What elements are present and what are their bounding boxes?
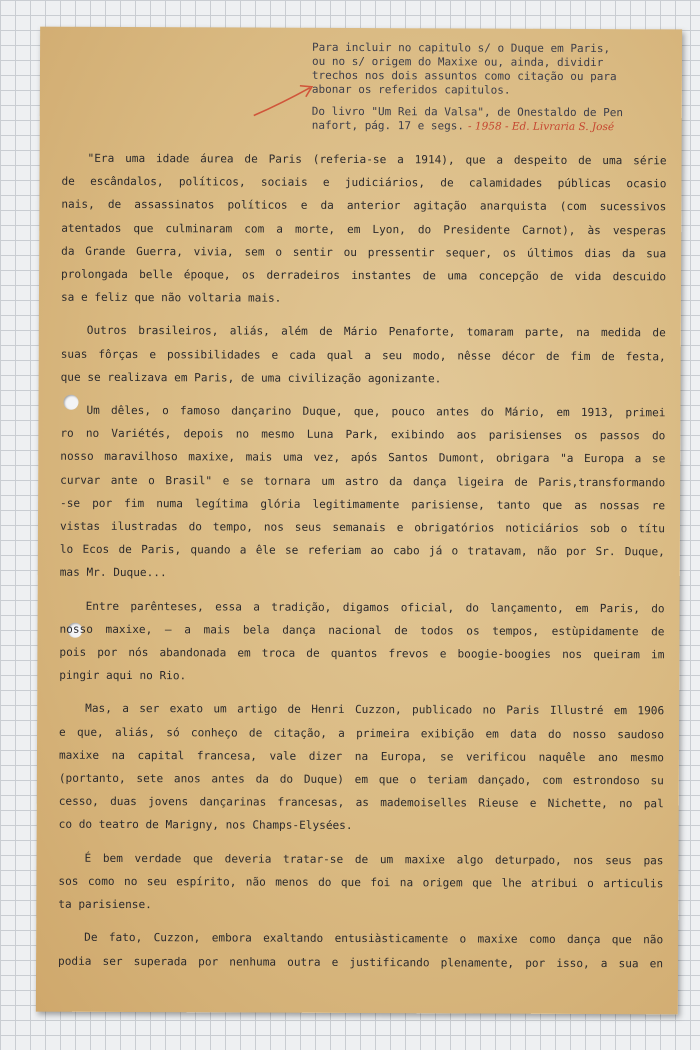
text-line: (portanto, sete anos antes da do Duque) em que o teriam dançado, com estrondoso su bbox=[58, 771, 664, 788]
text-line: que se realizava em Paris, de uma civilização agonizante. bbox=[60, 370, 442, 386]
text-line: suas fôrças e possibilidades e cada qual a seu modo, nêsse décor de fim de festa, bbox=[60, 347, 666, 363]
text-line: pois por nós abandonada em troca de quantos frevos e boogie-boogies nos queiram im bbox=[59, 645, 665, 662]
text-line: sa e feliz que não voltaria mais. bbox=[60, 290, 282, 305]
handwritten-publisher-note: - 1958 - Ed. Livraria S. José bbox=[468, 120, 615, 134]
text-line: vistas ilustradas do tempo, nos seus semanais e obrigatórios noticiários sob o títu bbox=[59, 519, 665, 536]
typed-header-note bbox=[312, 41, 677, 135]
note-line: ou no s/ origem do Maxixe ou, ainda, dividir bbox=[311, 54, 604, 70]
text-line: ro no Variétés, depois no mesmo Luna Park, exibindo aos parisienses os passos do bbox=[60, 426, 666, 443]
text-line: ta parisiense. bbox=[58, 897, 152, 912]
text-line: -se por fim numa legítima glória legitimamente parisiense, tanto que as nossas re bbox=[60, 496, 666, 513]
text-line: lo Ecos de Paris, quando a êle se referiam ao cabo já o tratavam, não por Sr. Duque, bbox=[59, 542, 665, 559]
text-line: nosso maravilhoso maxixe, mais uma vez, após Santos Dumont, obrigara "a Europa a se bbox=[60, 450, 666, 466]
document-page bbox=[36, 27, 682, 1015]
text-line: pingir aqui no Rio. bbox=[59, 668, 187, 683]
text-line: e que, aliás, só conheço de citação, a primeira exibição em data do nosso saudoso bbox=[59, 725, 665, 742]
text-line: nais, de assassinatos políticos e da anterior agitação anarquista (com sucessivos bbox=[61, 198, 667, 214]
text-line: de escândalos, políticos, sociais e judiciários, de calamidades públicas ocasio bbox=[61, 174, 667, 191]
text-line: da Grande Guerra, vivia, sem o sentir ou pressentir sequer, os últimos dias da sua bbox=[61, 244, 667, 261]
text-line: mas Mr. Duque... bbox=[59, 566, 167, 580]
text-line: Um dêles, o famoso dançarino Duque, que, pouco antes do Mário, em 1913, primei bbox=[86, 403, 666, 420]
text-line: É bem verdade que deveria tratar-se de um maxixe algo deturpado, nos seus pas bbox=[84, 851, 664, 868]
text-line: Mas, a ser exato um artigo de Henri Cuzzon, publicado no Paris Illustré em 1906 bbox=[85, 702, 665, 718]
text-line: cesso, duas jovens dançarinas francesas, as mademoiselles Rieuse e Nichette, no pal bbox=[58, 794, 664, 811]
note-line: Para incluir no capitulo s/ o Duque em Paris, bbox=[312, 40, 611, 56]
text-line: Outros brasileiros, aliás, além de Mário Penaforte, tomaram parte, na medida de bbox=[86, 324, 666, 340]
text-line: De fato, Cuzzon, embora exaltando entusiàsticamente o maxixe como dança que não bbox=[84, 931, 664, 947]
text-line: "Era uma idade áurea de Paris (referia-se a 1914), que a despeito de uma série bbox=[87, 151, 667, 168]
text-line: curvar ante o Brasil" e se tornara um astro da dança ligeira de Paris,transformando bbox=[60, 473, 666, 489]
text-line: podia ser superada por nenhuma outra e justificando plenamente, por isso, a sua en bbox=[58, 954, 664, 970]
text-line: sos como no seu espírito, não menos do que foi na origem que lhe atribui o articulis bbox=[58, 874, 664, 891]
text-line: atentados que culminaram com a morte, em Lyon, do Presidente Carnot), às vesperas bbox=[61, 221, 667, 237]
body-text bbox=[58, 147, 667, 975]
text-line: co do teatro de Marigny, nos Champs-Elysées. bbox=[58, 818, 353, 833]
note-line: abonar os referidos capitulos. bbox=[311, 82, 511, 97]
text-line: nosso maxixe, — a mais bela dança nacional de todos os tempos, estùpidamente de bbox=[59, 622, 665, 639]
note-line: trechos nos dois assuntos como citação ou para bbox=[311, 68, 617, 84]
text-line: Entre parênteses, essa a tradição, digamos oficial, do lançamento, em Paris, do bbox=[85, 599, 665, 615]
text-line: prolongada belle époque, os derradeiros instantes de uma concepção de vida descuido bbox=[61, 267, 667, 284]
source-line: Do livro "Um Rei da Valsa", de Onestaldo de Pen bbox=[311, 104, 624, 120]
text-line: maxixe na capital francesa, vale dizer na Europa, se verificou naquêle ano mesmo bbox=[58, 748, 664, 765]
source-line: nafort, pág. 17 e segs. - 1958 - Ed. Livraria S. José bbox=[311, 118, 615, 134]
